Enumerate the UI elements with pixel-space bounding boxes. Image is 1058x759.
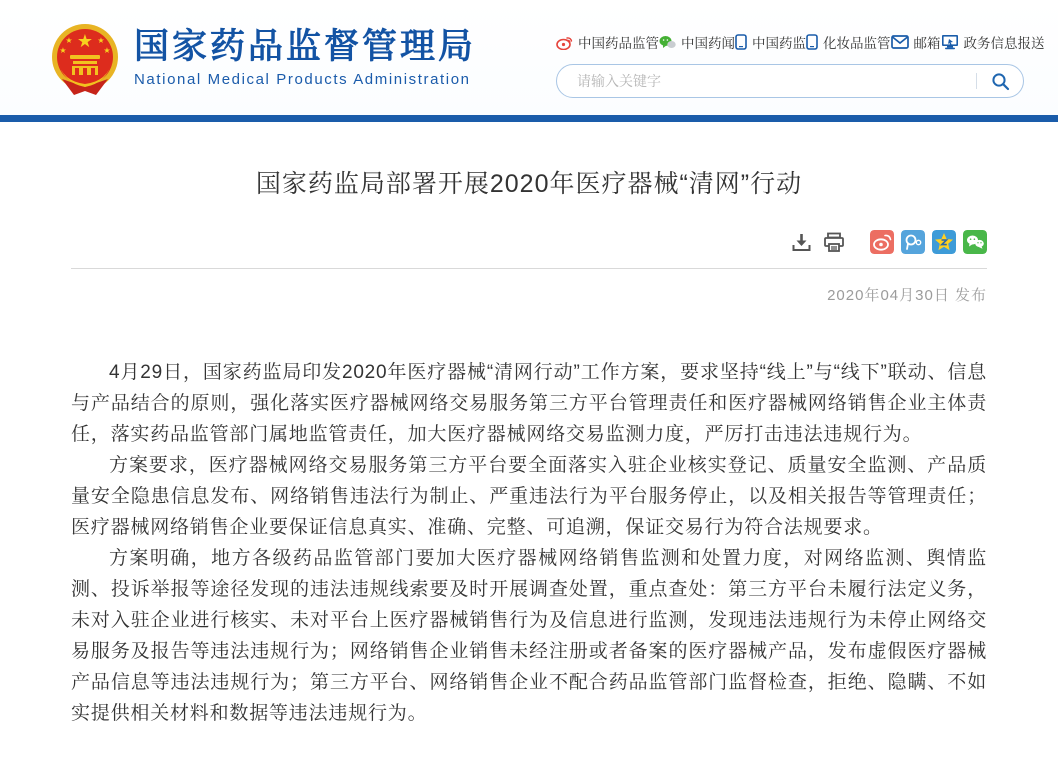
wechat-icon (659, 35, 676, 50)
nav-item-app[interactable] (735, 32, 806, 52)
article-title: 国家药监局部署开展2020年医疗器械“清网”行动 (255, 170, 803, 198)
share-group (870, 230, 987, 254)
nav-label: 政务信息报送 (963, 36, 1045, 51)
wechat-share-icon[interactable] (963, 230, 987, 254)
mobile-icon (735, 34, 747, 50)
svg-text:★: ★ (97, 35, 105, 45)
svg-text:★: ★ (103, 45, 111, 55)
article-toolbar (71, 230, 987, 268)
title-divider (71, 268, 987, 269)
qzone-share-icon[interactable] (932, 230, 956, 254)
article-paragraph: 4月29日，国家药监局印发2020年医疗器械“清网行动”工作方案，要求坚持“线上”与“线下”联动、信息与产品结合的原则，强化落实医疗器械网络交易服务第三方平台管理责任和医疗器械网络销售企业主体责任，落实药品监管部门属地监管责任，加大医疗器械网络交易监测力度，严厉打击违法违规行为。 (71, 362, 987, 445)
nav-item-cosmetics[interactable] (806, 32, 891, 52)
nav-item-weibo[interactable] (556, 32, 659, 52)
header-accent-bar (0, 115, 1058, 122)
article-paragraph: 方案明确，地方各级药品监管部门要加大医疗器械网络销售监测和处置力度，对网络监测、舆情监测、投诉举报等途径发现的违法违规线索要及时开展调查处置，重点查处：第三方平台未履行法定义务，未对入驻企业进行核实、未对平台上医疗器械销售行为及信息进行监测，发现违法违规行为未停止网络交易服务及报告等违法违规行为；网络销售企业销售未经注册或者备案的医疗器械产品，发布虚假医疗器械产品信息等违法违规行为；第三方平台、网络销售企业不配合药品监管部门监督检查，拒绝、隐瞒、不如实提供相关材料和数据等违法违规行为。 (71, 548, 987, 724)
search-bar (556, 64, 1024, 98)
search-icon (991, 72, 1010, 91)
site-title: 国家药品监督管理局 (134, 26, 477, 66)
nav-label: 中国药监 (752, 36, 806, 51)
monitor-icon (941, 34, 959, 50)
article-paragraph: 方案要求，医疗器械网络交易服务第三方平台要全面落实入驻企业核实登记、质量安全监测、产品质量安全隐患信息发布、网络销售违法行为制止、严重违法行为平台服务停止，以及相关报告等管理责任；医疗器械网络销售企业要保证信息真实、准确、完整、可追溯，保证交易行为符合法规要求。 (71, 455, 987, 538)
mobile-icon (806, 34, 818, 50)
nav-label: 中国药闻 (681, 36, 735, 51)
svg-text:★: ★ (59, 45, 67, 55)
nav-label: 化妆品监管 (823, 36, 891, 51)
svg-text:★: ★ (76, 30, 94, 51)
nav-item-wechat[interactable] (659, 32, 735, 52)
nav-label: 中国药品监管 (578, 36, 659, 51)
article (71, 164, 987, 759)
article-body (71, 357, 987, 729)
tencent-weibo-share-icon[interactable] (901, 230, 925, 254)
site-header (0, 0, 1058, 115)
nav-item-mail[interactable] (891, 32, 941, 52)
top-nav (556, 32, 1045, 52)
nav-item-gov-report[interactable] (941, 32, 1045, 52)
download-icon[interactable] (791, 232, 812, 253)
site-logo[interactable] (48, 17, 476, 99)
nav-label: 邮箱 (913, 36, 941, 51)
publish-date: 2020年04月30日 发布 (827, 287, 987, 304)
mail-icon (891, 35, 909, 49)
weibo-share-icon[interactable] (870, 230, 894, 254)
weibo-icon (556, 35, 573, 50)
svg-text:★: ★ (65, 35, 73, 45)
search-button[interactable] (977, 65, 1023, 97)
print-icon[interactable] (823, 232, 845, 253)
site-subtitle: National Medical Products Administration (134, 71, 471, 89)
national-emblem-icon (48, 21, 122, 99)
search-input[interactable] (557, 65, 976, 97)
